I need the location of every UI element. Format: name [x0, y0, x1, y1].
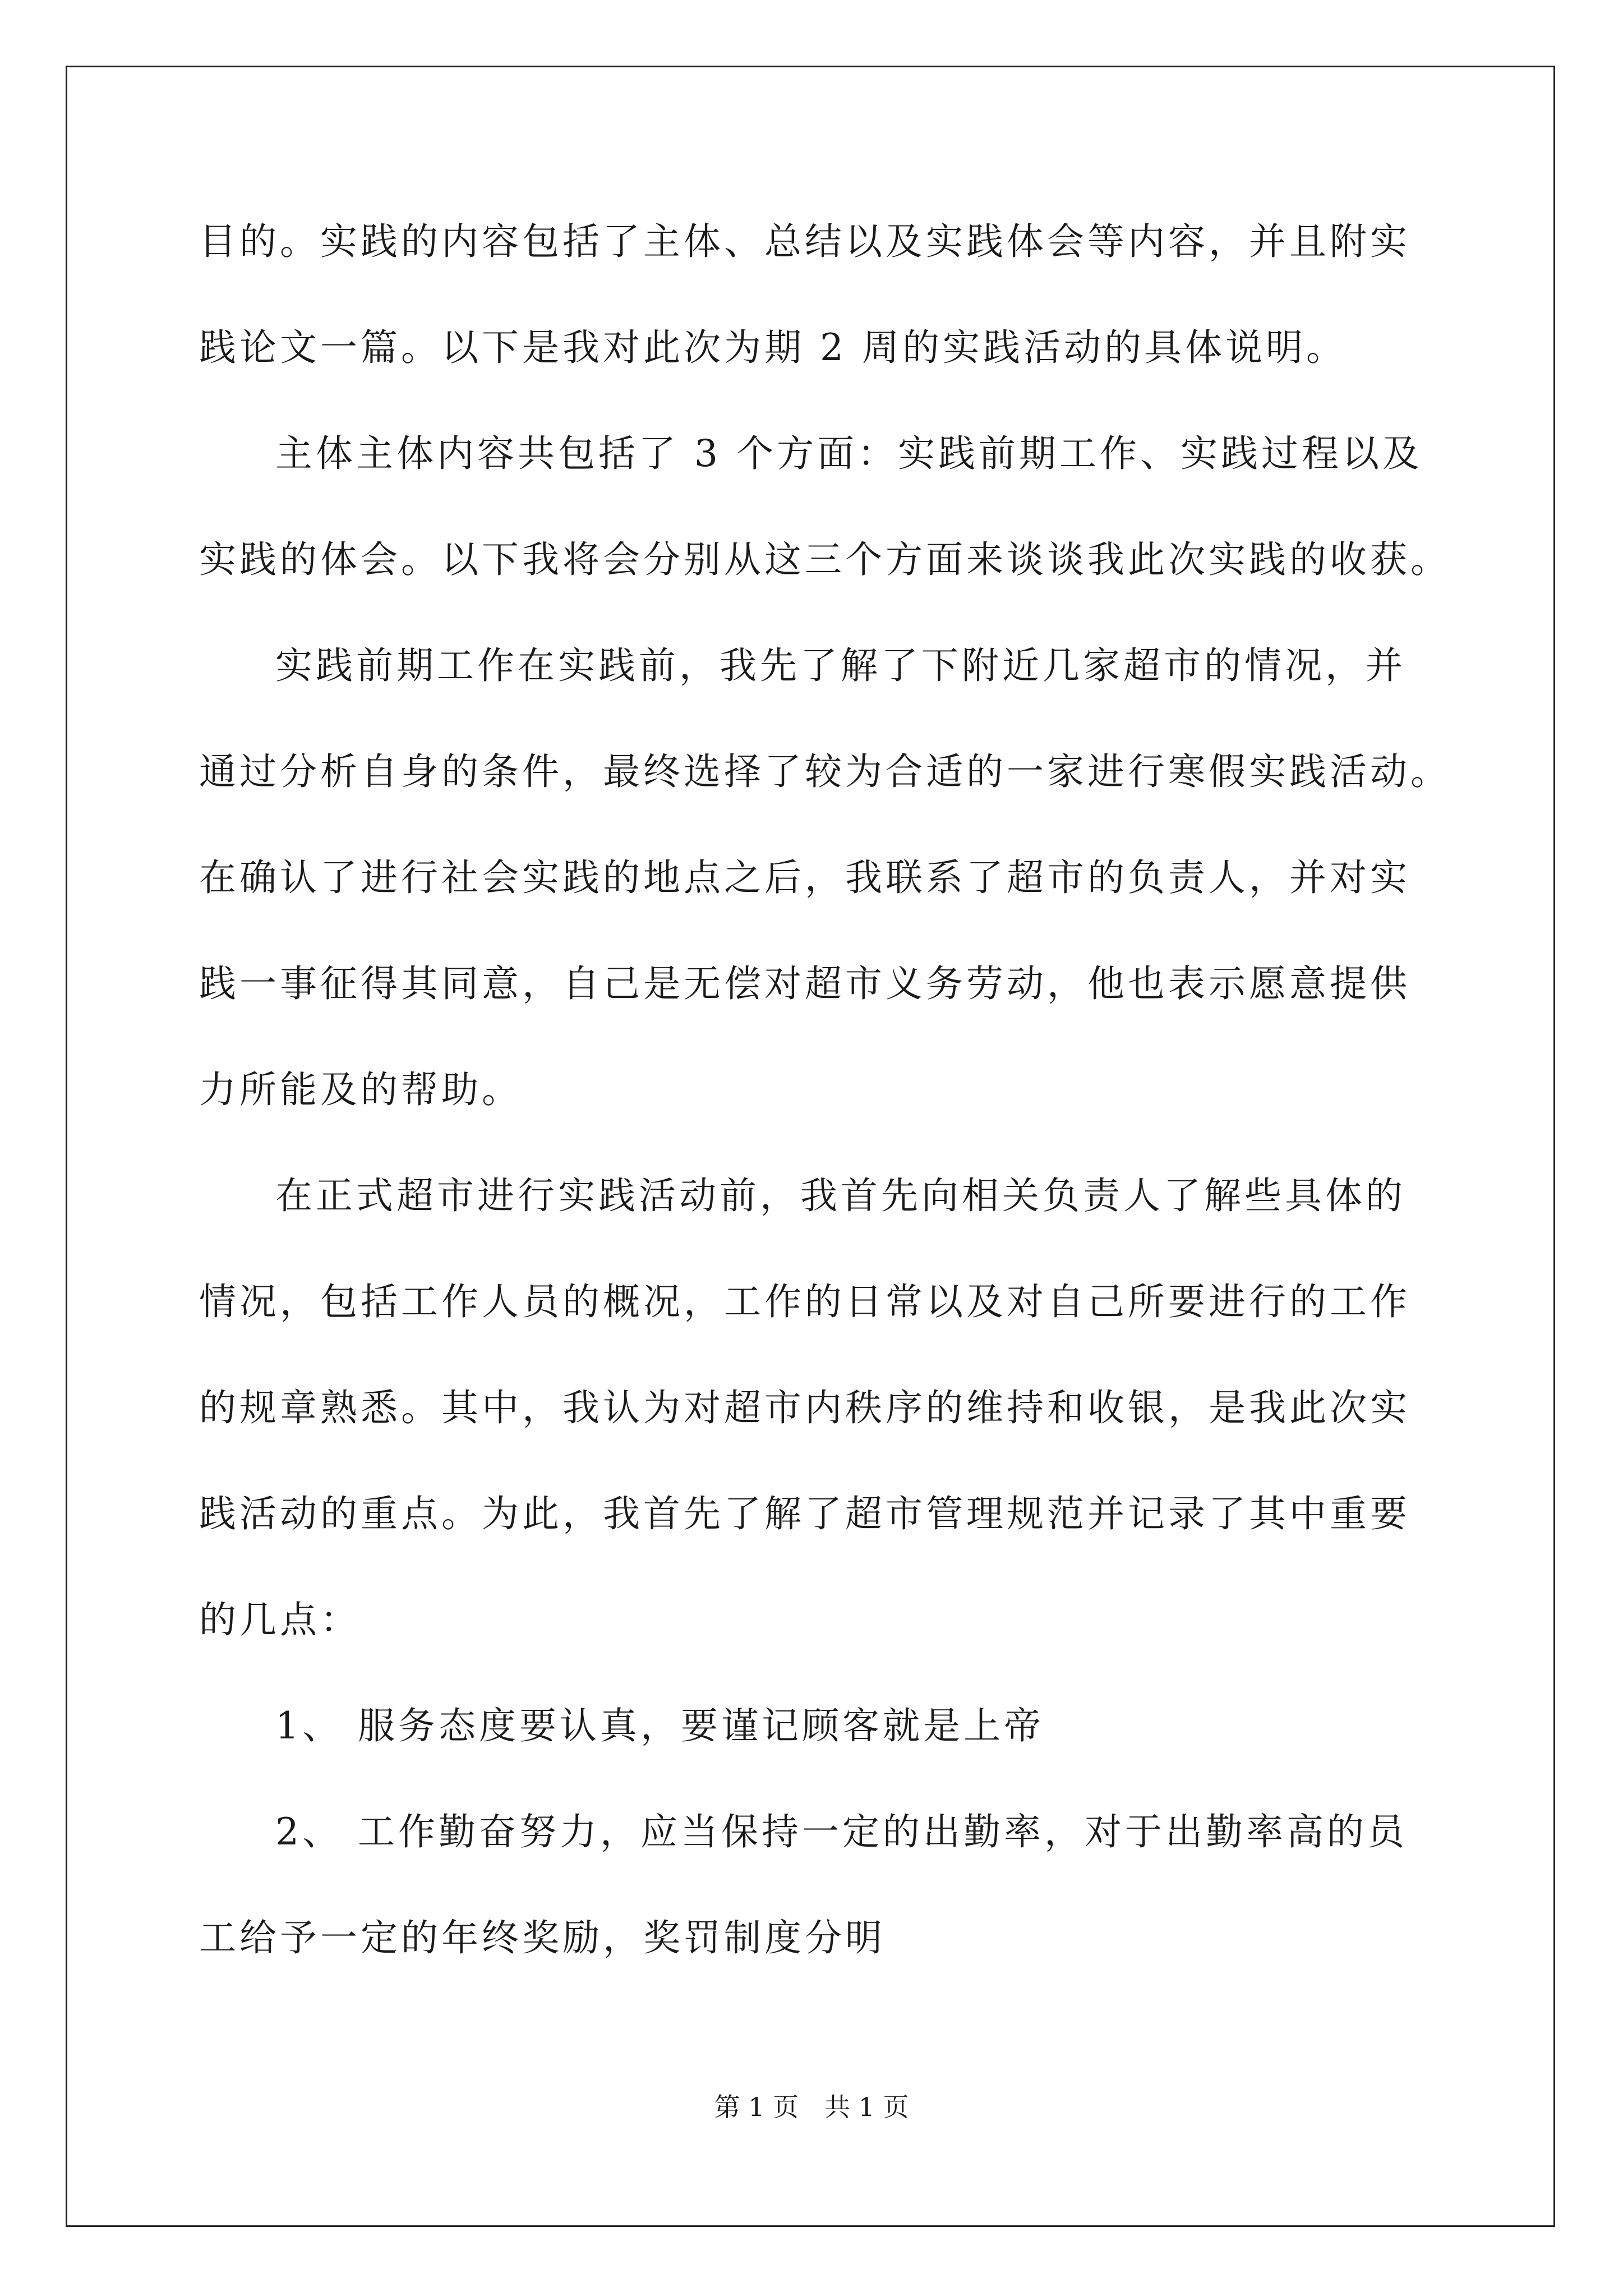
text-line: 在确认了进行社会实践的地点之后，我联系了超市的负责人，并对实 — [199, 856, 1410, 899]
text-line: 在正式超市进行实践活动前，我首先向相关负责人了解些具体的 — [275, 1174, 1406, 1217]
list-item: 1、 服务态度要认真，要谨记顾客就是上帝 — [275, 1704, 1044, 1747]
document-body — [199, 219, 1451, 1961]
list-item: 2、 工作勤奋努力，应当保持一定的出勤率，对于出勤率高的员 — [275, 1810, 1408, 1853]
text-line: 目的。实践的内容包括了主体、总结以及实践体会等内容，并且附实 — [199, 220, 1410, 263]
text-line: 践论文一篇。以下是我对此次为期 2 周的实践活动的具体说明。 — [199, 326, 1347, 369]
text-line: 情况，包括工作人员的概况，工作的日常以及对自己所要进行的工作 — [199, 1280, 1410, 1323]
text-line: 主体主体内容共包括了 3 个方面：实践前期工作、实践过程以及 — [275, 432, 1423, 475]
text-line: 践活动的重点。为此，我首先了解了超市管理规范并记录了其中重要 — [199, 1492, 1410, 1535]
text-line: 实践的体会。以下我将会分别从这三个方面来谈谈我此次实践的收获。 — [199, 538, 1451, 581]
text-line: 的规章熟悉。其中，我认为对超市内秩序的维持和收银，是我此次实 — [199, 1386, 1410, 1429]
text-line: 的几点： — [199, 1598, 361, 1641]
text-line: 践一事征得其同意，自己是无偿对超市义务劳动，他也表示愿意提供 — [199, 962, 1410, 1005]
page-number: 第 1 页 共 1 页 — [714, 2092, 909, 2122]
text-line: 工给予一定的年终奖励，奖罚制度分明 — [199, 1916, 886, 1959]
text-line: 力所能及的帮助。 — [199, 1068, 522, 1111]
text-line: 实践前期工作在实践前，我先了解了下附近几家超市的情况，并 — [275, 644, 1406, 687]
text-line: 通过分析自身的条件，最终选择了较为合适的一家进行寒假实践活动。 — [199, 750, 1451, 793]
